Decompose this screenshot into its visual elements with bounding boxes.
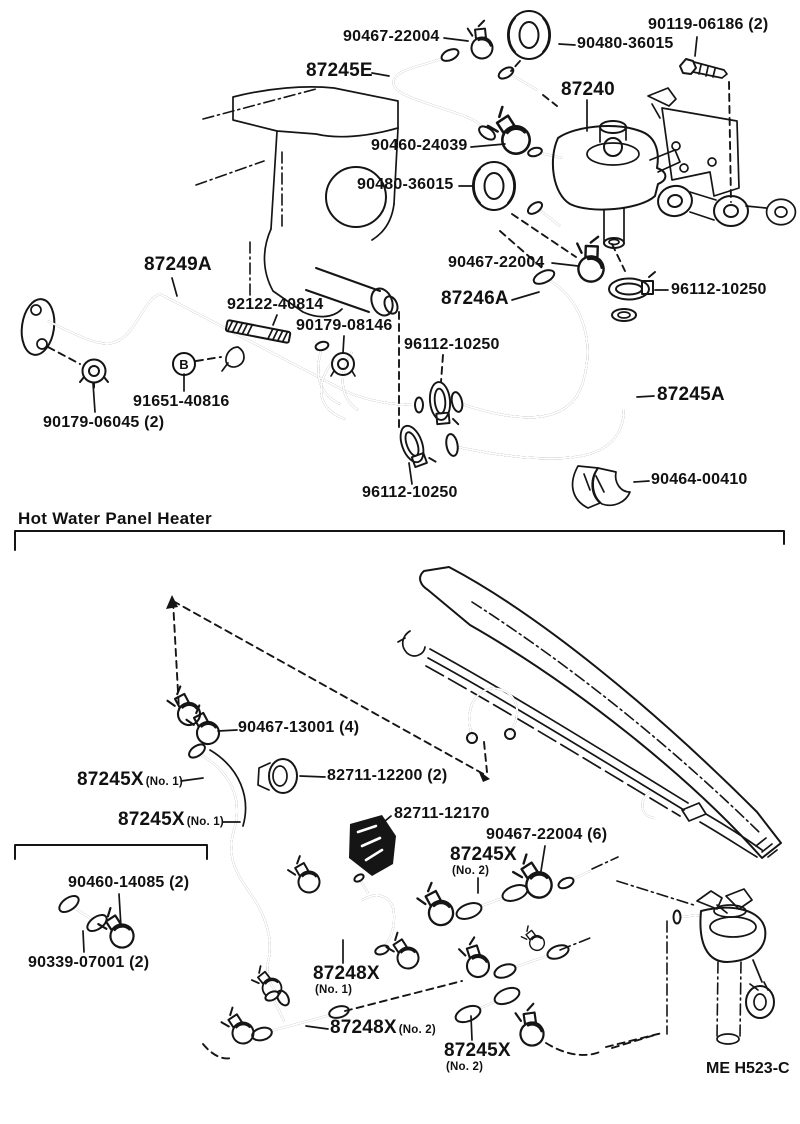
part-label-90460-24039: 90460-24039	[371, 137, 468, 154]
part-label-87248X-no2	[330, 1018, 436, 1038]
part-label-90467-22004-mid: 90467-22004	[448, 254, 545, 271]
part-label-87245X-no2-bottom	[444, 1041, 511, 1073]
part-number: 87248X	[330, 1017, 397, 1038]
part-label-87249A: 87249A	[144, 254, 212, 275]
part-number: 87248X	[313, 963, 380, 984]
part-label-90460-14085: 90460-14085 (2)	[68, 874, 190, 891]
hose-87245A	[445, 309, 636, 458]
marker-b-circle: B	[172, 352, 196, 376]
part-label-90467-13001: 90467-13001 (4)	[238, 719, 360, 736]
section-separator	[15, 531, 784, 550]
part-suffix: (No. 2)	[452, 864, 490, 877]
lower-pipe-row	[459, 923, 590, 981]
part-label-87248X-no1	[313, 964, 380, 996]
part-label-90179-08146: 90179-08146	[296, 317, 393, 334]
part-label-90480-36015-lower: 90480-36015	[357, 176, 454, 193]
holder-82711-12170	[349, 815, 396, 876]
part-label-82711-12170: 82711-12170	[394, 805, 490, 822]
part-label-90480-36015-top: 90480-36015	[577, 35, 674, 52]
part-suffix: (No. 1)	[145, 776, 183, 788]
part-label-96112-10250-right: 96112-10250	[671, 281, 767, 298]
hose-87245X-no1	[187, 742, 292, 1008]
bolt-90119-06186	[680, 59, 731, 202]
bracket-90460-group	[15, 845, 207, 952]
hose-87245E	[394, 47, 498, 143]
valve-bracket	[648, 88, 795, 226]
part-label-90467-22004-top: 90467-22004	[343, 28, 440, 45]
clip-82711-12200	[258, 759, 297, 793]
clamps-90467-13001	[165, 684, 220, 747]
part-label-87246A: 87246A	[441, 288, 509, 309]
section-title: Hot Water Panel Heater	[18, 509, 212, 528]
hose-87248X-no1	[353, 873, 421, 973]
clamp-90467-22004-top	[462, 18, 498, 61]
panel-water-valve	[606, 881, 774, 1047]
engine-outline	[196, 87, 400, 319]
part-number: 87245X	[118, 809, 185, 830]
grommet-90480-36015-top	[497, 11, 557, 106]
water-valve-87240	[527, 121, 680, 248]
part-label-91651-40816: 91651-40816	[133, 393, 230, 410]
clamp-on-hose-no1	[248, 853, 321, 1002]
part-suffix: (No. 2)	[398, 1024, 436, 1036]
drawing-code: ME H523-C	[706, 1060, 790, 1077]
part-label-90179-06045: 90179-06045 (2)	[43, 414, 165, 431]
hook-clip	[196, 347, 244, 371]
washer-90179-06045	[48, 347, 108, 388]
part-suffix: (No. 1)	[315, 983, 353, 996]
part-label-90339-07001: 90339-07001 (2)	[28, 954, 150, 971]
part-label-87240: 87240	[561, 79, 615, 100]
part-label-87245A: 87245A	[657, 384, 725, 405]
part-suffix: (No. 1)	[186, 816, 224, 828]
part-label-87245X-no1-a	[77, 770, 183, 790]
part-number: 87245X	[444, 1040, 511, 1061]
part-number: 87245X	[77, 769, 144, 790]
clamp-96112-10250-right	[609, 244, 655, 300]
part-label-96112-10250-center: 96112-10250	[404, 336, 500, 353]
part-label-90467-22004-6: 90467-22004 (6)	[486, 826, 608, 843]
part-label-87245X-no2-mid	[450, 845, 517, 877]
part-label-90119-06186: 90119-06186 (2)	[648, 16, 769, 33]
part-label-92122-40814: 92122-40814	[227, 296, 324, 313]
clamp-96112-10250-lower	[396, 421, 435, 471]
part-label-82711-12200: 82711-12200 (2)	[327, 767, 448, 784]
part-label-87245E: 87245E	[306, 60, 373, 81]
part-label-96112-10250-lower: 96112-10250	[362, 484, 458, 501]
stud-92122-40814	[226, 320, 291, 343]
part-suffix: (No. 2)	[446, 1060, 484, 1073]
retainer-90464-00410	[573, 466, 630, 508]
part-label-87245X-no1-b	[118, 810, 224, 830]
part-label-90464-00410: 90464-00410	[651, 471, 748, 488]
part-number: 87245X	[450, 844, 517, 865]
